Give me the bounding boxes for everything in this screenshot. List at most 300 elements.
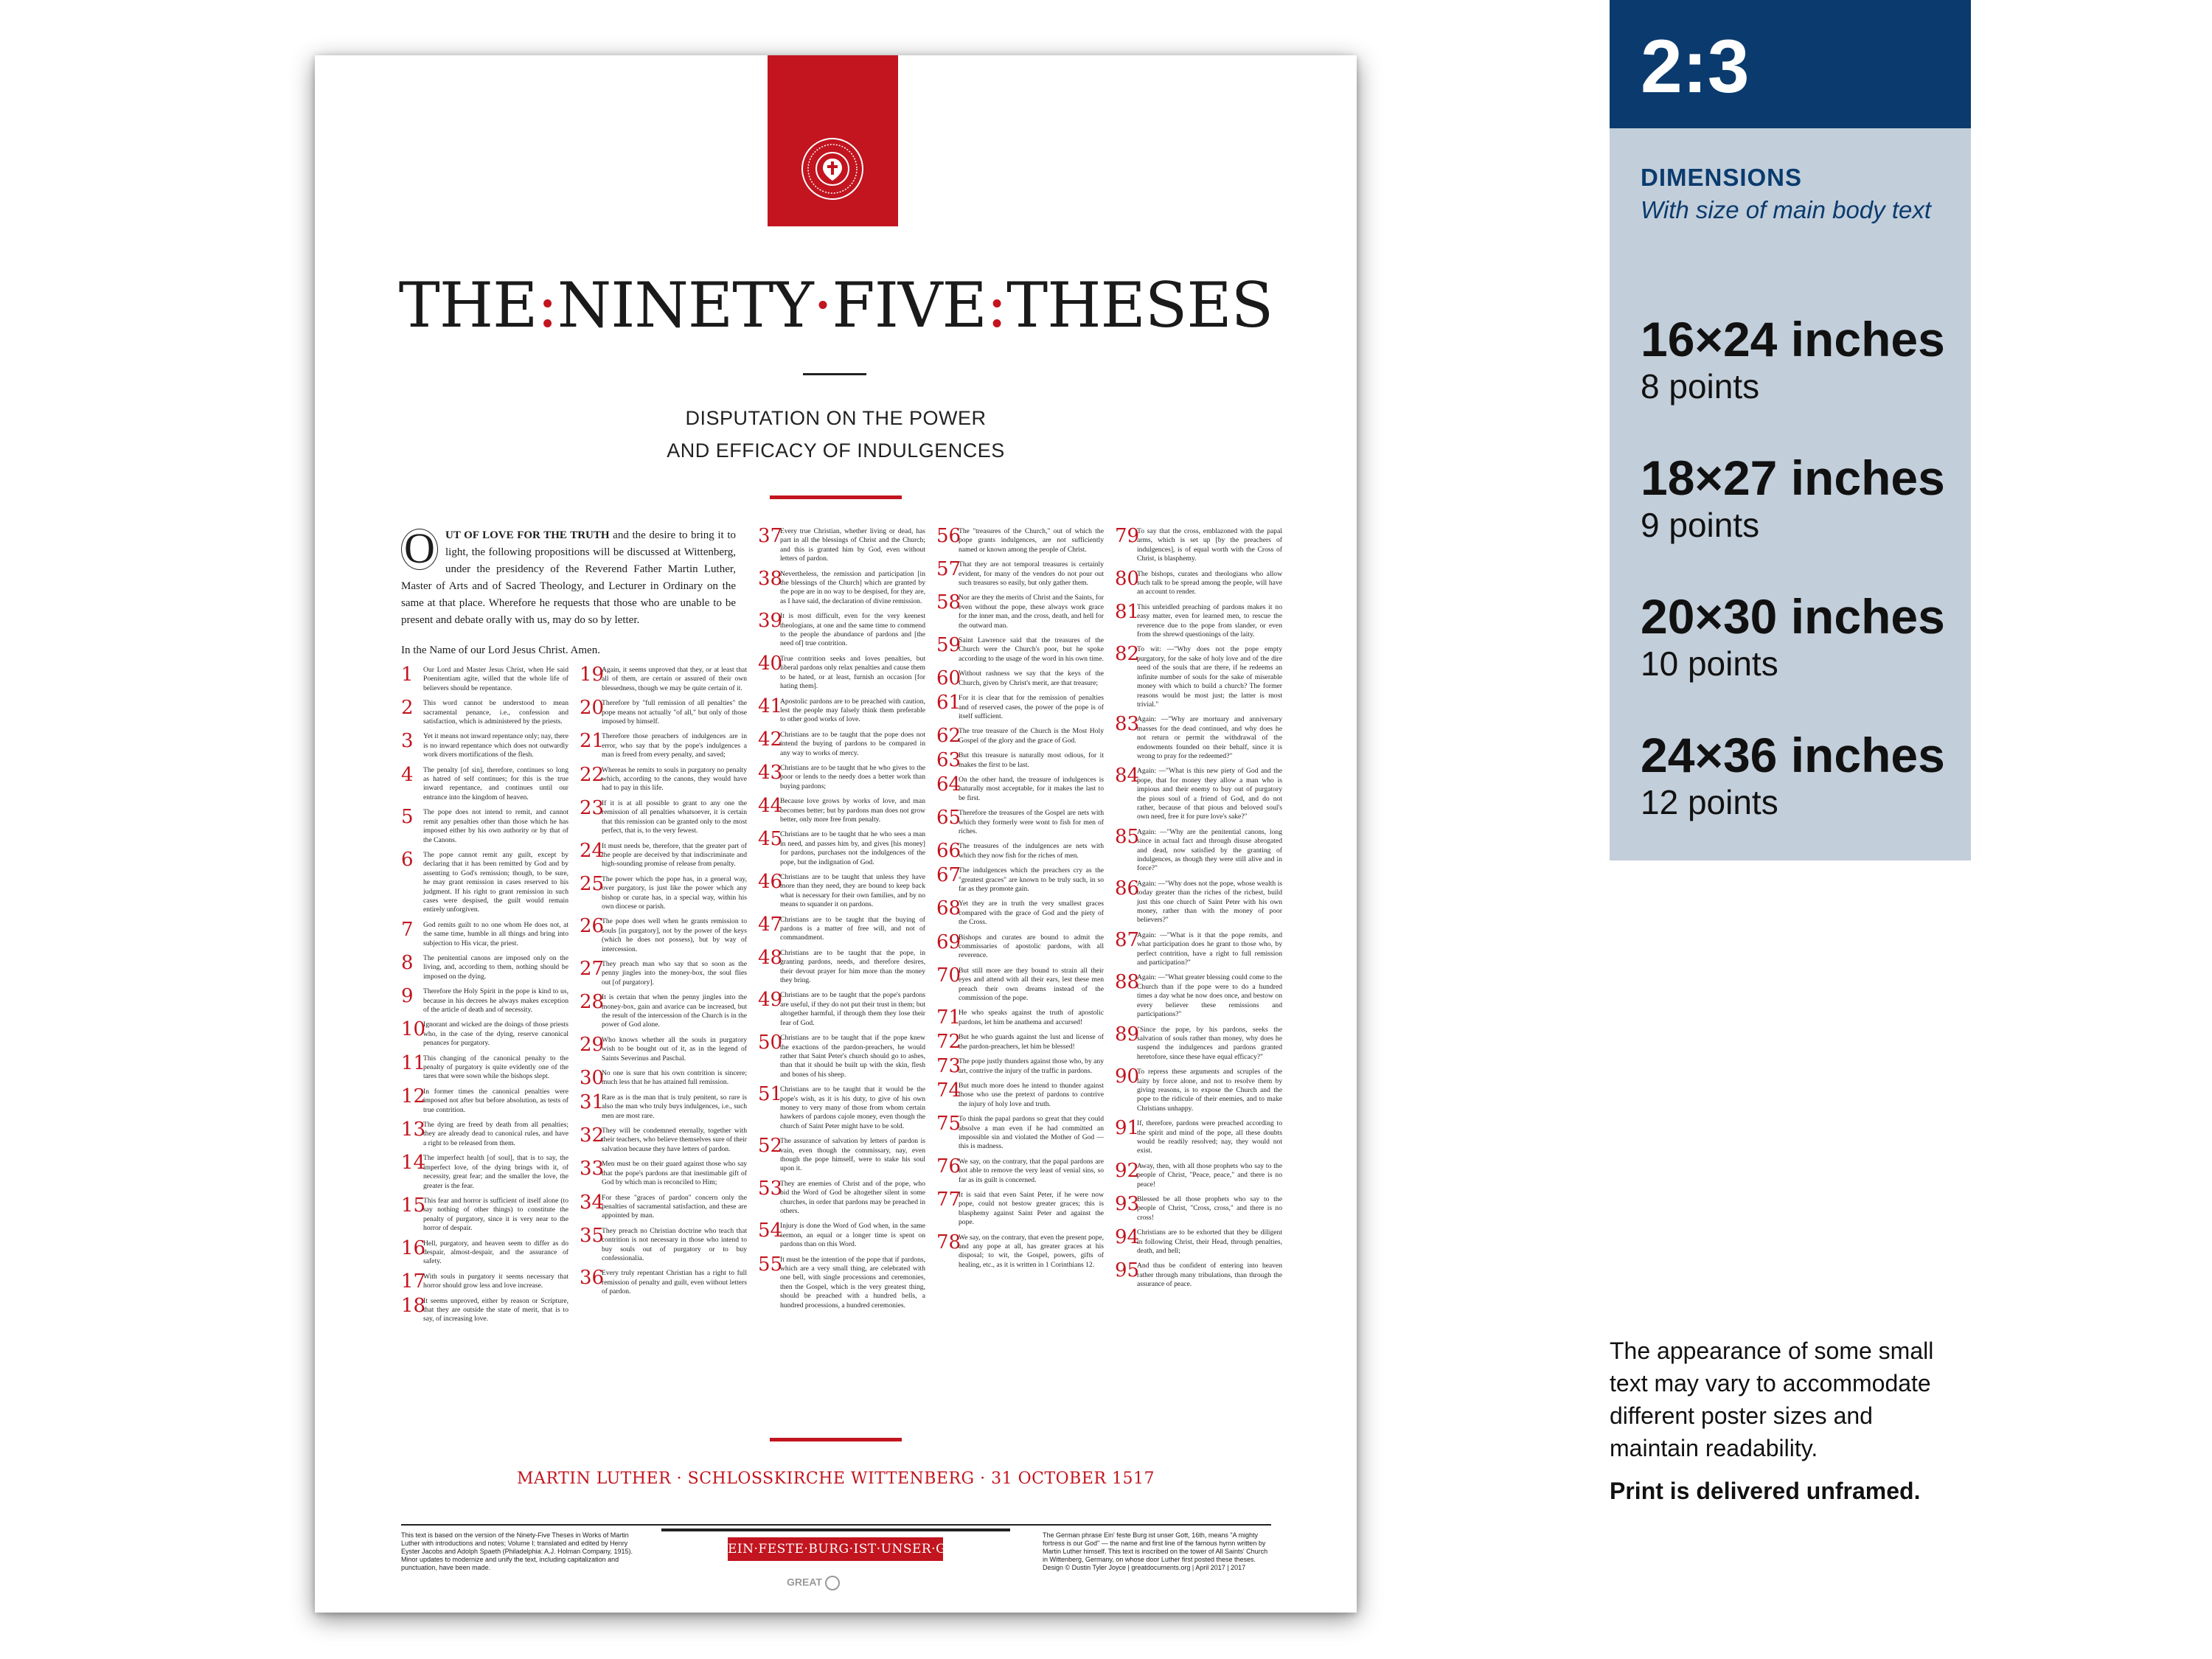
thesis-item [580, 957, 747, 987]
thesis-number: 10 [401, 1018, 426, 1041]
thesis-number: 17 [401, 1270, 426, 1293]
thesis-number: 24 [580, 839, 605, 862]
thesis-item [936, 751, 1104, 770]
thesis-number: 87 [1115, 928, 1140, 951]
thesis-text: Away, then, with all those prophets who say to the people of Christ, "Peace, peace," and there is no peace! [1137, 1161, 1282, 1189]
thesis-text: Every true Christian, whether living or dead, has part in all the blessings of Christ and the Church; and this is granted him by God, even without letters of pardon. [780, 527, 925, 563]
thesis-text: The pope cannot remit any guilt, except by declaring that it has been remitted by God and by assenting to God's remission; though, to be sure, he may grant remission in cases reserved to his judgment. If his right to grant remission in such cases were despised, the guilt would remain entirely unforgiven. [423, 850, 568, 914]
thesis-number: 94 [1115, 1226, 1140, 1249]
thesis-text: The indulgences which the preachers cry as the "greatest graces" are known to be truly such, in so far as they promote gain. [959, 866, 1104, 893]
thesis-number: 52 [758, 1135, 783, 1158]
thesis-number: 39 [758, 610, 783, 633]
thesis-number: 13 [401, 1119, 426, 1141]
thesis-text: With souls in purgatory it seems necessary that horror should grow less and love increase. [423, 1272, 568, 1290]
size-option [1641, 451, 1945, 546]
signature-line: MARTIN LUTHER · SCHLOSSKIRCHE WITTENBERG · 31 OCTOBER 1517 [517, 1470, 1155, 1488]
thesis-text: It is said that even Saint Peter, if he were now pope, could not bestow greater graces; this is blasphemy against Saint Peter and against the pope. [959, 1190, 1104, 1227]
thesis-item [758, 728, 925, 758]
title-word-3: FIVE [832, 269, 987, 341]
thesis-number: 38 [758, 567, 783, 590]
thesis-number: 54 [758, 1220, 783, 1242]
thesis-item [1115, 825, 1282, 874]
thesis-item [758, 567, 925, 607]
thesis-item [1115, 527, 1282, 564]
thesis-item [580, 1160, 747, 1187]
thesis-text: To repress these arguments and scruples of the laity by force alone, and not to resolve them by giving reasons, is to expose the Church and the pope to the ridicule of their enemies, and to make Christians unhappy. [1137, 1068, 1282, 1113]
source-note: This text is based on the version of the Ninety-Five Theses in Works of Martin Luther with introductions and notes; Volume I; translated and edited by Henry Eyster Jacobs and Adolph Spaeth (Philadelphia: A.J. Holman Company, 1915). Minor updates to modernize and unify the text, including capitalization and punctuation, have been made. [401, 1531, 633, 1571]
thesis-number: 84 [1115, 765, 1140, 787]
thesis-number: 61 [936, 692, 961, 714]
thesis-item [758, 612, 925, 649]
thesis-text: It is most difficult, even for the very keenest theologians, at one and the same time to commend to the people the abundance of pardons and [the need of] true contrition. [780, 612, 925, 648]
thesis-item [1115, 1195, 1282, 1222]
thesis-item [936, 1155, 1104, 1185]
size-points: 8 points [1641, 367, 1760, 406]
thesis-number: 88 [1115, 971, 1140, 994]
thesis-number: 95 [1115, 1259, 1140, 1282]
red-divider [770, 495, 902, 499]
thesis-number: 11 [401, 1051, 426, 1074]
thesis-number: 51 [758, 1083, 783, 1106]
thesis-text: The pope does not intend to remit, and cannot remit any penalties other than those which he has imposed either by his own authority or by that of the Canons. [423, 808, 568, 844]
thesis-item [401, 848, 568, 915]
thesis-number: 74 [936, 1079, 961, 1102]
dimensions-subheading: With size of main body text [1641, 196, 1932, 223]
thesis-number: 93 [1115, 1193, 1140, 1215]
thesis-number: 32 [580, 1124, 605, 1147]
thesis-item [401, 732, 568, 759]
thesis-text: For these "graces of pardon" concern only the penalties of sacramental satisfaction, and these are appointed by man. [602, 1193, 747, 1220]
theses-column-2 [580, 666, 747, 1303]
thesis-item [401, 808, 568, 845]
thesis-item [936, 1006, 1104, 1029]
thesis-number: 59 [936, 634, 961, 657]
thesis-item [936, 669, 1104, 688]
thesis-item [1115, 973, 1282, 1019]
thesis-number: 8 [401, 951, 414, 974]
thesis-number: 22 [580, 763, 605, 786]
thesis-item [758, 873, 925, 910]
thesis-number: 48 [758, 946, 783, 969]
thesis-number: 66 [936, 840, 961, 863]
thesis-item [936, 1231, 1104, 1270]
thesis-item [580, 796, 747, 836]
thesis-text: On the other hand, the treasure of indulgences is naturally most acceptable, for it makes the last to be first. [959, 775, 1104, 802]
thesis-text: Because love grows by works of love, and man becomes better; but by pardons man does not grow better, only more free from penalty. [780, 797, 925, 824]
thesis-item [1115, 928, 1282, 968]
thesis-item [936, 636, 1104, 664]
thesis-number: 76 [936, 1155, 961, 1178]
thesis-text: Christians are to be taught that the pope does not intend the buying of pardons to be compared in any way to works of mercy. [780, 730, 925, 757]
thesis-text: It must be the intention of the pope that if pardons, which are a very small thing, are celebrated with one bell, with single processions and ceremonies, then the Gospel, which is the very greatest thing, should be preached with a hundred bells, a hundred processions, a hundred ceremonies. [780, 1255, 925, 1310]
thesis-number: 44 [758, 795, 783, 818]
subtitle-line-2: AND EFFICACY OF INDULGENCES [667, 439, 1005, 462]
thesis-item [758, 527, 925, 564]
thesis-number: 89 [1115, 1023, 1140, 1046]
thesis-item [936, 1031, 1104, 1054]
thesis-text: The penalty [of sin], therefore, continues so long as hatred of self continues; for this is the true inward repentance, and continues until our entrance into the kingdom of heaven. [423, 765, 568, 801]
thesis-text: True contrition seeks and loves penalties, but liberal pardons only relax penalties and cause them to be hated, or at least, furnish an occasion [for hating them]. [780, 654, 925, 691]
thesis-text: Again: —"What is it that the pope remits, and what participation does he grant to those who, by perfect contrition, have a right to full remission and participation?" [1137, 931, 1282, 967]
thesis-item [401, 918, 568, 948]
thesis-number: 43 [758, 761, 783, 784]
thesis-number: 14 [401, 1152, 426, 1175]
thesis-item [758, 830, 925, 867]
thesis-item [401, 1294, 568, 1324]
size-points: 10 points [1641, 644, 1778, 683]
thesis-number: 49 [758, 989, 783, 1012]
aspect-ratio: 2:3 [1641, 24, 1750, 108]
thesis-number: 15 [401, 1194, 426, 1217]
size-option [1641, 728, 1945, 823]
thesis-text: Therefore by "full remission of all penalties" the pope means not actually "of all," but only of those imposed by himself. [602, 699, 747, 726]
thesis-item [758, 991, 925, 1028]
thesis-number: 71 [936, 1006, 961, 1029]
thesis-text: Christians are to be taught that unless they have more than they need, they are bound to keep back what is necessary for their own families, and by no means to squander it on pardons. [780, 873, 925, 909]
thesis-item [401, 699, 568, 726]
thesis-text: Christians are to be taught that the buying of pardons is a matter of free will, and not of commandment. [780, 915, 925, 942]
thesis-item [580, 1191, 747, 1221]
thesis-item [758, 1085, 925, 1131]
thesis-text: Again: —"What is this new piety of God and the pope, that for money they allow a man who is impious and their enemy to buy out of purgatory the pious soul of a friend of God, and do not rather, because of that pious and beloved soul's own need, free it for pure love's sake?" [1137, 767, 1282, 821]
title-word-1: THE [398, 269, 538, 341]
thesis-text: This fear and horror is sufficient of itself alone (to say nothing of other things) to constitute the penalty of purgatory, since it is very near to the horror of despair. [423, 1196, 568, 1233]
thesis-item [401, 1121, 568, 1148]
thesis-item [580, 732, 747, 759]
thesis-text: Without rashness we say that the keys of the Church, given by Christ's merit, are that treasure; [959, 669, 1104, 687]
footer-red-divider [770, 1438, 902, 1441]
thesis-number: 23 [580, 796, 605, 819]
thesis-text: The penitential canons are imposed only on the living, and, according to them, nothing should be imposed on the dying. [423, 953, 568, 981]
thesis-text: Yet they are in truth the very smallest graces compared with the grace of God and the piety of the Cross. [959, 900, 1104, 927]
intro-amen: In the Name of our Lord Jesus Christ. Amen. [401, 644, 600, 656]
thesis-text: Saint Lawrence said that the treasures of the Church were the Church's poor, but he spoke according to the usage of the word in his own time. [959, 636, 1104, 663]
theses-column-3 [758, 527, 925, 1316]
thesis-number: 20 [580, 697, 605, 720]
size-inches: 16×24 inches [1641, 312, 1945, 366]
thesis-text: They are enemies of Christ and of the pope, who bid the Word of God be altogether silent in some churches, in order that pardons may be preached in others. [780, 1179, 925, 1215]
thesis-number: 1 [401, 664, 414, 686]
thesis-text: If it is at all possible to grant to any one the remission of all penalties whatsoever, it is certain that this remission can be granted only to the most perfect, that is, to the very fewest. [602, 799, 747, 835]
thesis-item [936, 809, 1104, 836]
thesis-text: The pope does well when he grants remission to souls [in purgatory], not by the power of the keys (which he does not possess), but by way of intercession. [602, 917, 747, 953]
thesis-item [580, 1124, 747, 1154]
thesis-text: That they are not temporal treasures is certainly evident, for many of the vendors do not pour out such treasures so easily, but only gather them. [959, 560, 1104, 588]
thesis-item [580, 1033, 747, 1063]
thesis-number: 40 [758, 652, 783, 675]
thesis-text: We say, on the contrary, that even the present pope, and any pope at all, has greater graces at his disposal; to wit, the Gospel, powers, gifts of healing, etc., as it is written in 1 Corinthians 12. [959, 1233, 1104, 1269]
thesis-number: 18 [401, 1294, 426, 1317]
thesis-text: Apostolic pardons are to be preached with caution, lest the people may falsely think them preferable to other good works of love. [780, 697, 925, 724]
thesis-item [1115, 1023, 1282, 1062]
luther-seal-icon [800, 136, 865, 201]
thesis-text: Hell, purgatory, and heaven seem to differ as do despair, almost-despair, and the assurance of safety. [423, 1239, 568, 1266]
thesis-item [936, 933, 1104, 961]
thesis-text: It seems unproved, either by reason or Scripture, that they are outside the state of merit, that is to say, of increasing love. [423, 1296, 568, 1324]
thesis-text: This word cannot be understood to mean sacramental penance, i.e., confession and satisfaction, which is administered by the priests. [423, 699, 568, 726]
size-option [1641, 590, 1945, 684]
drop-cap: O [401, 529, 438, 570]
unframed-note: Print is delivered unframed. [1610, 1478, 1921, 1504]
thesis-item [580, 666, 747, 693]
thesis-text: Whereas he remits to souls in purgatory no penalty which, according to the canons, they would have had to pay in this life. [602, 765, 747, 793]
thesis-text: To wit: —"Why does not the pope empty purgatory, for the sake of holy love and of the dire need of the souls that are there, if he redeems an infinite number of souls for the sake of miserable money with which to build a church? The former reasons would be most just; the latter is most trivial." [1137, 645, 1282, 709]
title-word-2: NINETY [557, 269, 813, 341]
thesis-item [936, 897, 1104, 927]
thesis-text: Again, it seems unproved that they, or at least that all of them, are certain or assured of their own blessedness, though we may be quite certain of it. [602, 666, 747, 692]
thesis-text: Christians are to be taught that he who gives to the poor or lends to the needy does a better work than buying pardons; [780, 763, 925, 790]
thesis-item [1115, 600, 1282, 640]
thesis-text: Christians are to be taught that the pope's pardons are useful, if they do not put their trust in them; but altogether harmful, if through them they lose their fear of God. [780, 991, 925, 1027]
title-divider [803, 373, 866, 375]
thesis-number: 58 [936, 591, 961, 614]
thesis-item [758, 1222, 925, 1249]
thesis-item [758, 1034, 925, 1079]
thesis-number: 77 [936, 1188, 961, 1211]
thesis-text: Again: —"Why does not the pope, whose wealth is today greater than the riches of the richest, build just this one church of Saint Peter with his own money, rather than with the money of poor believers?" [1137, 879, 1282, 925]
size-inches: 24×36 inches [1641, 728, 1945, 782]
thesis-number: 70 [936, 964, 961, 987]
thesis-item [936, 527, 1104, 554]
thesis-text: Therefore the treasures of the Gospel are nets with which they formerly were wont to fish for men of riches. [959, 809, 1104, 835]
thesis-item [580, 872, 747, 912]
thesis-text: The "treasures of the Church," out of which the pope grants indulgences, are not sufficiently named or known among the people of Christ. [959, 527, 1104, 554]
thesis-number: 4 [401, 763, 414, 786]
thesis-number: 29 [580, 1033, 605, 1056]
dimensions-panel [1610, 0, 1971, 860]
thesis-text: They will be condemned eternally, together with their teachers, who believe themselves sure of their salvation because they have letters of pardon. [602, 1127, 747, 1153]
thesis-text: Rare as is the man that is truly penitent, so rare is also the man who truly buys indulgences, i.e., such men are most rare. [602, 1093, 747, 1120]
thesis-text: They preach no Christian doctrine who teach that contrition is not necessary in those who intend to buy souls out of purgatory or to buy confessionalia. [602, 1226, 747, 1262]
theses-column-4 [936, 527, 1104, 1276]
intro-lead: UT OF LOVE FOR THE TRUTH [445, 529, 610, 541]
thesis-text: "Since the pope, by his pardons, seeks the salvation of souls rather than money, why does he suspend the indulgences and pardons granted heretofore, since these have equal efficacy?" [1137, 1025, 1282, 1061]
thesis-item [936, 1188, 1104, 1228]
hymn-note: The German phrase Ein' feste Burg ist unser Gott, 16th, means "A mighty fortress is our God" — the name and first line of the famous hymn written by Martin Luther himself. This text is inscribed on the tower of All Saints' Church in Wittenberg, Germany, on whose door Luther first posted these theses. Design © Dustin Tyler Joyce | greatdocuments.org | April 2017 | 2017 [1043, 1531, 1268, 1571]
thesis-text: Again: —"What greater blessing could come to the Church than if the pope were to do a hundred times a day what he now does once, and bestow on every believer these remissions and participations?" [1137, 973, 1282, 1019]
thesis-text: He who speaks against the truth of apostolic pardons, let him be anathema and accursed! [959, 1009, 1104, 1026]
thesis-text: The bishops, curates and theologians who allow such talk to be spread among the people, will have an account to render. [1137, 569, 1282, 597]
thesis-number: 37 [758, 525, 783, 547]
thesis-text: To think the papal pardons so great that they could absolve a man even if he had committed an impossible sin and violated the Mother of God — this is madness. [959, 1115, 1104, 1151]
thesis-item [580, 1069, 747, 1088]
thesis-item [401, 987, 568, 1015]
thesis-item [936, 560, 1104, 588]
thesis-text: The dying are freed by death from all penalties; they are already dead to canonical rules, and have a right to be released from them. [423, 1121, 568, 1147]
thesis-item [1115, 645, 1282, 709]
thesis-number: 33 [580, 1158, 605, 1180]
thesis-text: Again: —"Why are mortuary and anniversary masses for the dead continued, and why does he not return or permit the withdrawal of the endowments founded on their behalf, since it is wrong to pray for the redeemed?" [1137, 715, 1282, 760]
thesis-text: Who knows whether all the souls in purgatory wish to be bought out of it, as in the legend of Saints Severinus and Paschal. [602, 1035, 747, 1062]
thesis-text: In former times the canonical penalties were imposed not after but before absolution, as tests of true contrition. [423, 1087, 568, 1114]
motto-rule [661, 1528, 1010, 1531]
intro-text: and the desire to bring it to light, the following propositions will be discussed at Wittenberg, under the presidency of the Reverend Father Martin Luther, Master of Arts and of Sacred Theology, and Lecturer in Ordinary on the same at that place. Wherefore he requests that those who are unable to be present and debate orally with us, may do so by letter. [401, 529, 736, 626]
appearance-note: The appearance of some small text may vary to accommodate different poster sizes and maintain readability. [1610, 1338, 1934, 1461]
thesis-item [936, 866, 1104, 894]
thesis-number: 45 [758, 828, 783, 851]
thesis-text: And thus be confident of entering into heaven rather through many tribulations, than through the assurance of peace. [1137, 1262, 1282, 1289]
thesis-text: Injury is done the Word of God when, in the same sermon, an equal or a longer time is spent on pardons than on this Word. [780, 1222, 925, 1249]
thesis-number: 21 [580, 730, 605, 753]
thesis-item [758, 1137, 925, 1174]
thesis-text: The true treasure of the Church is the Most Holy Gospel of the glory and the grace of God. [959, 727, 1104, 745]
thesis-item [401, 1085, 568, 1115]
thesis-text: The imperfect health [of soul], that is to say, the imperfect love, of the dying brings with it, of necessity, great fear; and the smaller the love, the greater is the fear. [423, 1154, 568, 1190]
thesis-number: 64 [936, 773, 961, 796]
thesis-number: 92 [1115, 1159, 1140, 1182]
thesis-item [580, 1269, 747, 1296]
thesis-number: 79 [1115, 525, 1140, 547]
thesis-item [936, 1057, 1104, 1076]
thesis-text: Christians are to be exhorted that they be diligent in following Christ, their Head, through penalties, death, and hell; [1137, 1228, 1282, 1256]
thesis-text: We say, on the contrary, that the papal pardons are not able to remove the very least of venial sins, so far as its guilt is concerned. [959, 1157, 1104, 1184]
great-documents-logo: GREAT [787, 1576, 840, 1590]
thesis-number: 81 [1115, 600, 1140, 623]
thesis-item [1115, 1259, 1282, 1289]
thesis-item [1115, 767, 1282, 821]
thesis-item [758, 652, 925, 692]
thesis-text: Our Lord and Master Jesus Christ, when He said Poenitentiam agite, willed that the whole life of believers should be repentance. [423, 666, 568, 692]
thesis-text: Christians are to be taught that the pope, in granting pardons, needs, and therefore desires, their devout prayer for him more than the money they bring. [780, 948, 925, 985]
thesis-text: But this treasure is naturally most odious, for it makes the first to be last. [959, 751, 1104, 769]
thesis-item [401, 1194, 568, 1234]
thesis-number: 86 [1115, 877, 1140, 900]
thesis-item [1115, 1159, 1282, 1189]
thesis-text: For it is clear that for the remission of penalties and of reserved cases, the power of the pope is of itself sufficient. [959, 694, 1104, 720]
theses-column-5 [1115, 527, 1282, 1295]
thesis-number: 50 [758, 1032, 783, 1054]
thesis-text: But he who guards against the lust and license of the pardon-preachers, let him be blessed! [959, 1033, 1104, 1051]
thesis-number: 83 [1115, 713, 1140, 736]
thesis-number: 55 [758, 1253, 783, 1276]
thesis-number: 30 [580, 1067, 605, 1090]
thesis-text: Blessed be all those prophets who say to the people of Christ, "Cross, cross," and there is no cross! [1137, 1195, 1282, 1222]
thesis-number: 27 [580, 957, 605, 980]
thesis-item [580, 993, 747, 1030]
thesis-item [580, 917, 747, 954]
thesis-number: 72 [936, 1031, 961, 1054]
theses-body [401, 524, 1282, 1456]
thesis-number: 78 [936, 1231, 961, 1253]
thesis-number: 85 [1115, 825, 1140, 848]
thesis-number: 26 [580, 915, 605, 938]
poster [315, 55, 1357, 1613]
poster-title: THE:NINETY·FIVE:THESES [398, 269, 1273, 341]
thesis-number: 36 [580, 1267, 605, 1290]
thesis-text: Nor are they the merits of Christ and the Saints, for even without the pope, these always work grace for the inner man, and the cross, death, and hell for the outward man. [959, 594, 1104, 630]
thesis-number: 73 [936, 1055, 961, 1078]
thesis-number: 2 [401, 697, 414, 720]
thesis-text: The assurance of salvation by letters of pardon is vain, even though the commissary, nay, even though the pope himself, were to stake his soul upon it. [780, 1137, 925, 1173]
thesis-item [1115, 715, 1282, 761]
thesis-text: Therefore the Holy Spirit in the pope is kind to us, because in his decrees he always makes exception of the article of death and of necessity. [423, 987, 568, 1014]
thesis-text: The pope justly thunders against those who, by any art, contrive the injury of the traffic in pardons. [959, 1057, 1104, 1075]
thesis-number: 34 [580, 1191, 605, 1214]
thesis-text: It is certain that when the penny jingles into the money-box, gain and avarice can be increased, but the result of the intercession of the Church is in the power of God alone. [602, 993, 747, 1029]
thesis-item [401, 1270, 568, 1293]
thesis-item [758, 797, 925, 824]
thesis-text: Christians are to be taught that if the pope knew the exactions of the pardon-preachers, he would rather that Saint Peter's church should go to ashes, than that it should be built up with the skin, flesh and bones of his sheep. [780, 1034, 925, 1079]
thesis-item [936, 591, 1104, 630]
thesis-item [401, 763, 568, 803]
thesis-number: 91 [1115, 1117, 1140, 1140]
thesis-number: 19 [580, 664, 605, 686]
thesis-text: God remits guilt to no one whom He does not, at the same time, humble in all things and bring into subjection to His vicar, the priest. [423, 920, 568, 947]
thesis-text: This unbridled preaching of pardons makes it no easy matter, even for learned men, to rescue the reverence due to the pope from slander, or even from the shrewd questionings of the laity. [1137, 602, 1282, 639]
thesis-number: 31 [580, 1091, 605, 1113]
thesis-number: 75 [936, 1113, 961, 1135]
thesis-item [401, 951, 568, 981]
thesis-number: 62 [936, 725, 961, 748]
size-points: 12 points [1641, 783, 1778, 821]
thesis-text: Men must be on their guard against those who say that the pope's pardons are that inestimable gift of God by which man is reconciled to Him; [602, 1160, 747, 1187]
thesis-text: Ignorant and wicked are the doings of those priests who, in the case of the dying, reserve canonical penances for purgatory. [423, 1020, 568, 1048]
thesis-number: 90 [1115, 1065, 1140, 1088]
thesis-item [580, 839, 747, 869]
size-option [1641, 313, 1945, 407]
thesis-text: Christians are to be taught that he who sees a man in need, and passes him by, and gives [his money] for pardons, purchases not the indulgences of the pope, but the indignation of God. [780, 830, 925, 866]
thesis-number: 25 [580, 872, 605, 895]
thesis-item [758, 913, 925, 943]
thesis-item [936, 773, 1104, 803]
thesis-item [1115, 1065, 1282, 1113]
thesis-text: The treasures of the indulgences are nets with which they now fish for the riches of men. [959, 842, 1104, 860]
thesis-number: 41 [758, 695, 783, 717]
thesis-number: 28 [580, 991, 605, 1014]
thesis-text: Every truly repentant Christian has a right to full remission of penalty and guilt, even without letters of pardon. [602, 1269, 747, 1296]
thesis-item [936, 1079, 1104, 1109]
thesis-number: 5 [401, 806, 414, 829]
thesis-text: Therefore those preachers of indulgences are in error, who say that by the pope's indulgences a man is freed from every penalty, and saved; [602, 732, 747, 759]
thesis-text: Yet it means not inward repentance only; nay, there is no inward repentance which does not outwardly work divers mortifications of the flesh. [423, 732, 568, 759]
thesis-number: 57 [936, 558, 961, 581]
poster-subtitle [315, 402, 1357, 467]
thesis-item [758, 946, 925, 986]
dimensions-heading: DIMENSIONS [1641, 164, 1803, 191]
thesis-number: 68 [936, 897, 961, 920]
thesis-text: This changing of the canonical penalty to the penalty of purgatory is quite evidently one of the tares that were sown while the bishops slept. [423, 1054, 568, 1081]
thesis-text: Again: —"Why are the penitential canons, long since in actual fact and through disuse abrogated and dead, now satisfied by the granting of indulgences, as though they were still alive and in force?" [1137, 827, 1282, 873]
thesis-text: But still more are they bound to strain all their eyes and attend with all their ears, lest these men preach their own dreams instead of the commission of the pope. [959, 966, 1104, 1003]
red-banner [768, 55, 898, 226]
thesis-item [936, 725, 1104, 748]
thesis-item [401, 666, 568, 693]
thesis-item [936, 694, 1104, 721]
title-word-4: THESES [1006, 269, 1273, 341]
thesis-item [1115, 1119, 1282, 1156]
thesis-number: 53 [758, 1177, 783, 1200]
thesis-item [401, 1020, 568, 1048]
thesis-number: 42 [758, 728, 783, 751]
thesis-text: Christians are to be taught that it would be the pope's wish, as it is his duty, to give of his own money to very many of those from whom certain hawkers of pardons cajole money, even though the church of Saint Peter might have to be sold. [780, 1085, 925, 1130]
thesis-text: The power which the pope has, in a general way, over purgatory, is just like the power which any bishop or curate has, in a special way, within his own diocese or parish. [602, 874, 747, 911]
thesis-number: 67 [936, 864, 961, 887]
thesis-item [758, 1253, 925, 1310]
thesis-text: Nevertheless, the remission and participation [in the blessings of the Church] which are granted by the pope are in no way to be despised, for they are, as I have said, the declaration of divine remission. [780, 569, 925, 605]
thesis-number: 56 [936, 525, 961, 547]
thesis-text: If, therefore, pardons were preached according to the spirit and mind of the pope, all these doubts would be readily resolved; nay, they would not exist. [1137, 1119, 1282, 1155]
thesis-item [580, 763, 747, 793]
thesis-item [401, 1239, 568, 1267]
thesis-number: 46 [758, 871, 783, 893]
thesis-number: 60 [936, 667, 961, 690]
thesis-item [401, 1154, 568, 1191]
subtitle-line-1: DISPUTATION ON THE POWER [685, 407, 987, 429]
thesis-text: To say that the cross, emblazoned with the papal arms, which is set up [by the preachers of indulgences], is of equal worth with the Cross of Christ, is blasphemy. [1137, 527, 1282, 563]
motto-box: EIN·FESTE·BURG·IST·UNSER·GOTT [728, 1537, 943, 1561]
thesis-item [1115, 567, 1282, 597]
thesis-number: 12 [401, 1085, 426, 1107]
